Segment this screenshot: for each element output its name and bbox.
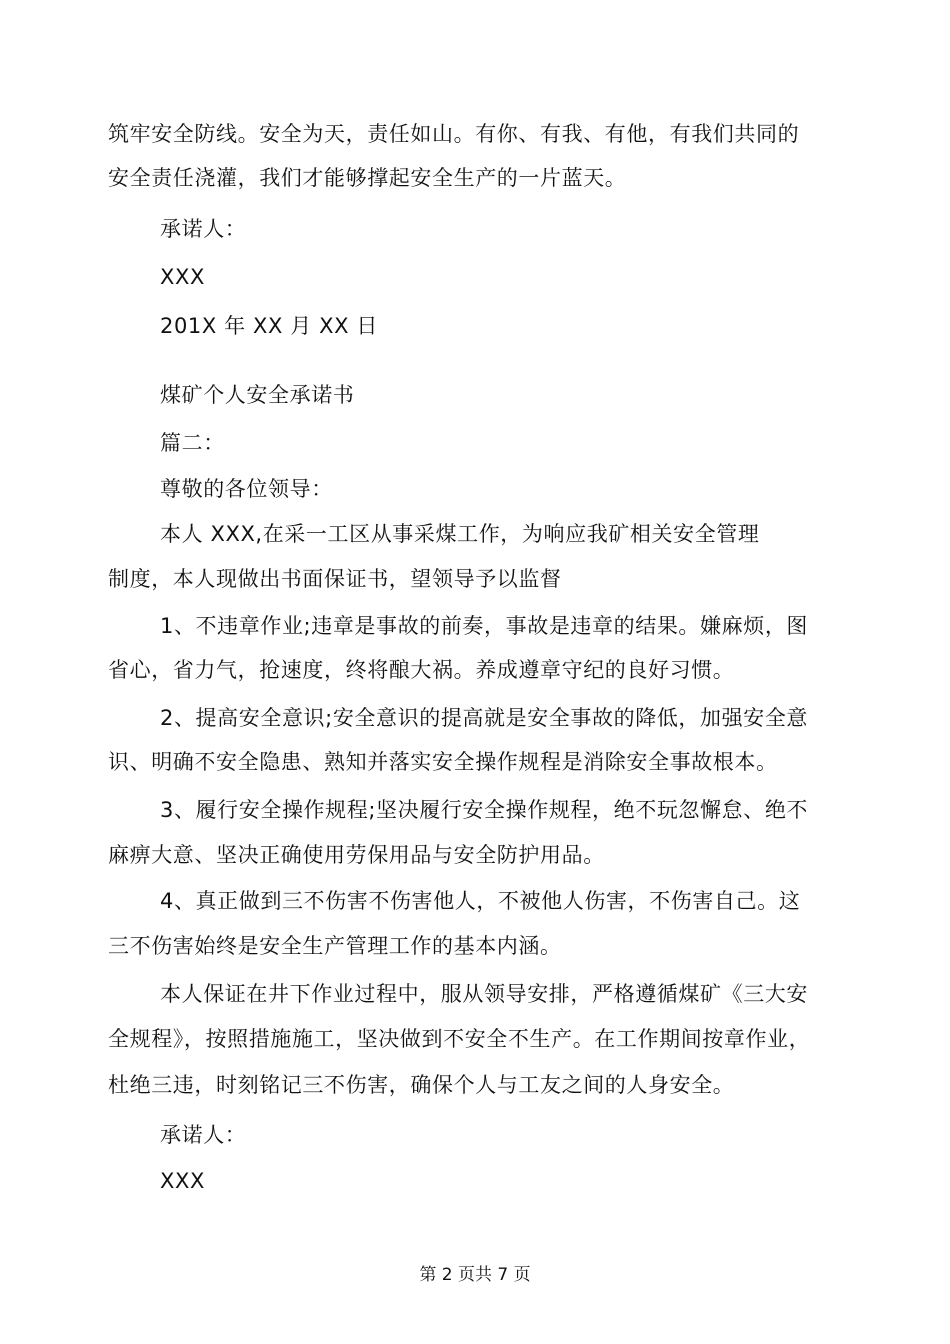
list-item-line: 三不伤害始终是安全生产管理工作的基本内涵。 [108,934,562,958]
signer-name: XXX [160,1169,205,1193]
salutation: 尊敬的各位领导： [160,477,333,501]
paragraph-line: 安全责任浇灌，我们才能够撑起安全生产的一片蓝天。 [108,166,627,190]
paragraph-line: 杜绝三违，时刻铭记三不伤害，确保个人与工友之间的人身安全。 [108,1073,735,1097]
list-item-line: 1、不违章作业;违章是事故的前奏，事故是违章的结果。嫌麻烦，图 [160,614,809,638]
paragraph-line: 全规程》，按照措施施工，坚决做到不安全不生产。在工作期间按章作业， [108,1027,811,1051]
signature-date: 201X 年 XX 月 XX 日 [160,314,378,338]
section-title: 煤矿个人安全承诺书 [160,383,355,407]
list-item-line: 2、提高安全意识;安全意识的提高就是安全事故的降低，加强安全意 [160,706,809,730]
page-number: 第 2 页共 7 页 [419,1265,531,1285]
signer-label: 承诺人： [160,1123,247,1147]
list-item-line: 省心，省力气，抢速度，终将酿大祸。养成遵章守纪的良好习惯。 [108,658,735,682]
list-item-line: 识、明确不安全隐患、熟知并落实安全操作规程是消除安全事故根本。 [108,750,778,774]
section-number: 篇二： [160,431,225,455]
paragraph-line: 制度，本人现做出书面保证书，望领导予以监督 [108,567,562,591]
paragraph-line: 筑牢安全防线。安全为天，责任如山。有你、有我、有他，有我们共同的 [108,122,800,146]
list-item-line: 4、真正做到三不伤害不伤害他人，不被他人伤害，不伤害自己。这 [160,889,801,913]
list-item-line: 麻痹大意、坚决正确使用劳保用品与安全防护用品。 [108,843,605,867]
signer-name: XXX [160,265,205,289]
list-item-line: 3、履行安全操作规程;坚决履行安全操作规程，绝不玩忽懈怠、绝不 [160,798,809,822]
paragraph-line: 本人 XXX,在采一工区从事采煤工作，为响应我矿相关安全管理 [160,522,760,546]
paragraph-line: 本人保证在井下作业过程中，服从领导安排，严格遵循煤矿《三大安 [160,982,808,1006]
signer-label: 承诺人： [160,217,247,241]
